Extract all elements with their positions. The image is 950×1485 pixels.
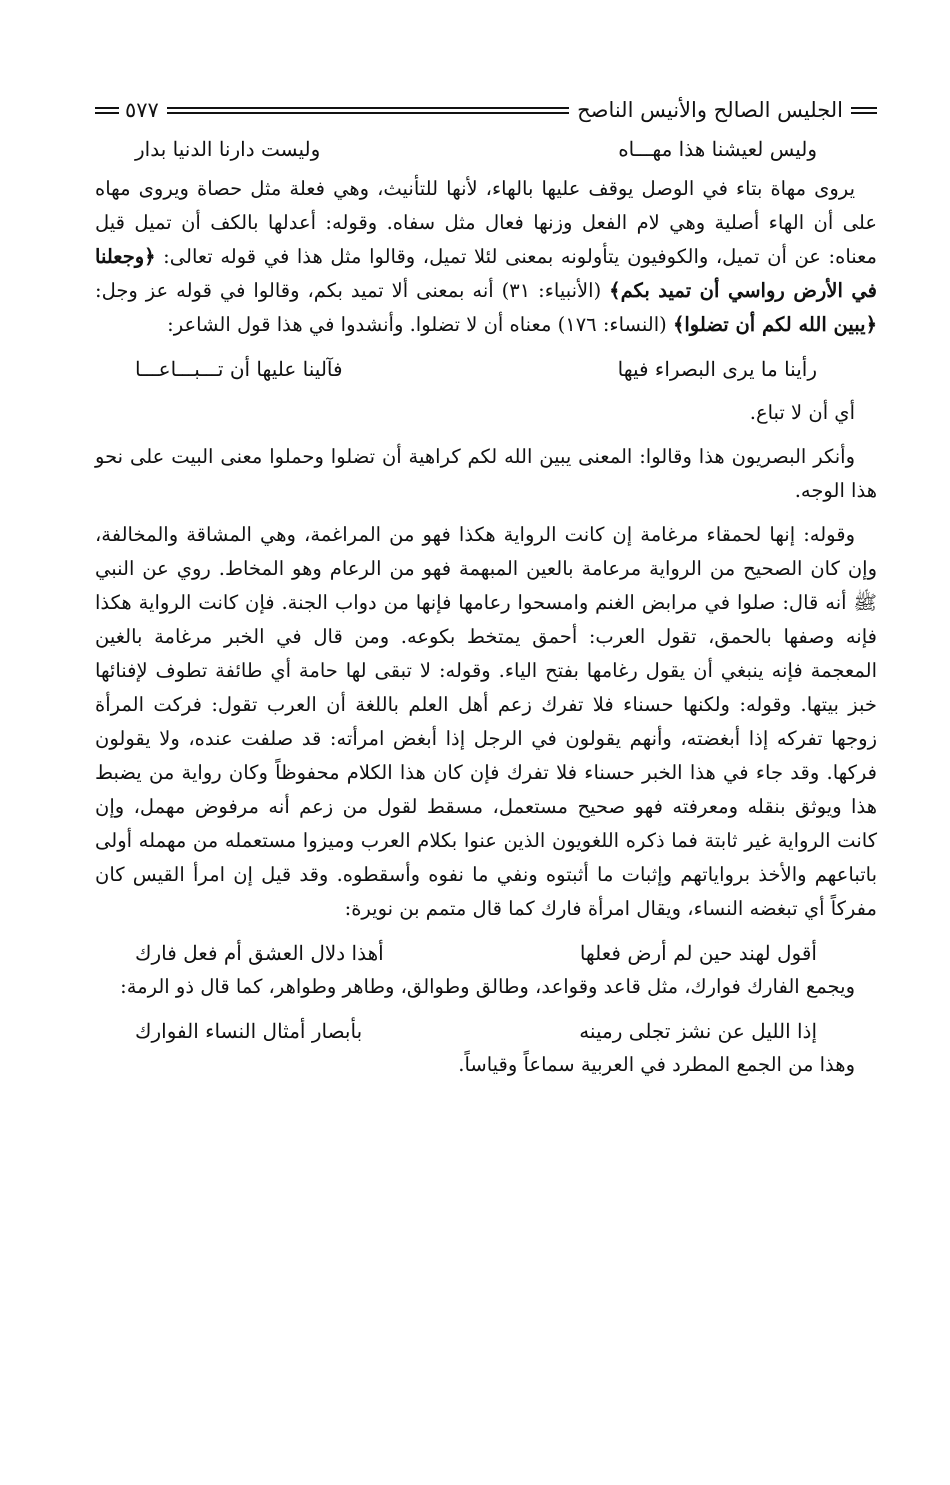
verse-4-second-hemistich: بأبصار أمثال النساء الفوارك [135, 1019, 363, 1043]
verse-4-first-hemistich: إذا الليل عن نشز تجلى رمينه [579, 1019, 817, 1043]
paragraph-3: وقوله: إنها لحمقاء مرغامة إن كانت الرواية هكذا فهو من المراغمة، وهي المشاقة والمخالفة، وإن كان الصحيح من الرواية مرعامة بالعين المبهمة فهو من الرعام وهو المخاط. روي عن النبي ﷺ أنه قال: صلوا في مرابض الغنم وامسحوا رعامها فإنها من دواب الجنة. فإن كانت الرواية هكذا فإنه وصفها بالحمق، تقول العرب: أحمق يمتخط بكوعه. ومن قال في الخبر مرغامة بالغين المعجمة فإنه ينبغي أن يقول رغامها بفتح الياء. وقوله: لا تبقى لها حامة أي طائفة تطوف لإفنائها خبز بيتها. وقوله: ولكنها حسناء فلا تفرك زعم أهل العلم باللغة أن العرب تقول: فركت المرأة زوجها تفركه إذا أبغضته، وأنهم يقولون في الرجل إذا أبغض امرأته: قد صلفت عنده، ولا يقولون فركها. وقد جاء في هذا الخبر حسناء فلا تفرك فإن كان هذا الكلام محفوظاً وكان رواية من يضبط هذا ويوثق بنقله ومعرفته فهو صحيح مستعمل، مسقط لقول من زعم أنه مرفوض مهمل، وإن كانت الرواية غير ثابتة فما ذكره اللغويون الذين عنوا بكلام العرب وميزوا مستعمله من مهمله أولى باتباعهم والأخذ برواياتهم وإثبات ما أثبتوه ونفي ما نفوه وأسقطوه. وقد قيل إن امرأ القيس كان مفركاً أي تبغضه النساء، ويقال امرأة فارك كما قال متمم بن نويرة: [95, 523, 877, 920]
paragraph-4: ويجمع الفارك فوارك، مثل قاعد وقواعد، وطالق وطوالق، وطاهر وطواهر، كما قال ذو الرمة: [120, 975, 855, 998]
quran-quote-1: ﴿وجعلنا في الأرض رواسي أن تميد بكم﴾ [95, 245, 878, 302]
page-number: ٥٧٧ [125, 98, 159, 122]
verse-3-first-hemistich: أقول لهند حين لم أرض فعلها [579, 941, 817, 965]
paragraph-5: وهذا من الجمع المطرد في العربية سماعاً وقياساً. [458, 1053, 855, 1076]
verse-3-second-hemistich: أهذا دلال العشق أم فعل فارك [135, 941, 384, 965]
header-rule-middle [167, 107, 569, 114]
verse-3 [95, 936, 877, 970]
paragraph-1-text-a: يروى مهاة بتاء في الوصل يوقف عليها بالهاء، لأنها للتأنيث، وهي فعلة مثل حصاة ويروى مهاه على أن الهاء أصلية وهي لام الفعل وزنها فعال مثل سفاه. وقوله: أعدلها بالكف أن تميل قيل معناه: عن أن تميل، والكوفيون يتأولونه بمعنى لئلا تميل، وقالوا مثل هذا في قوله تعالى: [95, 177, 877, 268]
verse-1-first-hemistich: وليس لعيشنا هذا مهـــاه [618, 137, 817, 161]
verse-2-first-hemistich: رأينا ما يرى البصراء فيها [617, 357, 817, 381]
paragraph-1 [95, 172, 877, 342]
paragraph-1-text-b: (الأنبياء: ٣١) أنه بمعنى ألا تميد بكم، وقالوا في قوله عز وجل: [95, 279, 610, 302]
verse-2-second-hemistich: فآلينا عليها أن تـــبـــاعـــا [135, 357, 343, 381]
verse-1 [95, 132, 877, 166]
header-rule-right [851, 107, 877, 114]
header-title: الجليس الصالح والأنيس الناصح [577, 98, 843, 122]
verse-2 [95, 352, 877, 386]
running-header [95, 92, 877, 128]
paragraph-1-text-c: (النساء: ١٧٦) معناه أن لا تضلوا. وأنشدوا في هذا قول الشاعر: [167, 313, 673, 336]
page-body [95, 92, 877, 1082]
verse-4 [95, 1014, 877, 1048]
verse-1-second-hemistich: وليست دارنا الدنيا بدار [135, 137, 321, 161]
header-rule-left [95, 107, 119, 114]
quran-quote-2: ﴿يبين الله لكم أن تضلوا﴾ [672, 313, 877, 336]
paragraph-2: وأنكر البصريون هذا وقالوا: المعنى يبين الله لكم كراهية أن تضلوا وحملوا معنى البيت على نحو هذا الوجه. [95, 445, 877, 502]
verse-2-explanation: أي أن لا تباع. [749, 401, 855, 424]
